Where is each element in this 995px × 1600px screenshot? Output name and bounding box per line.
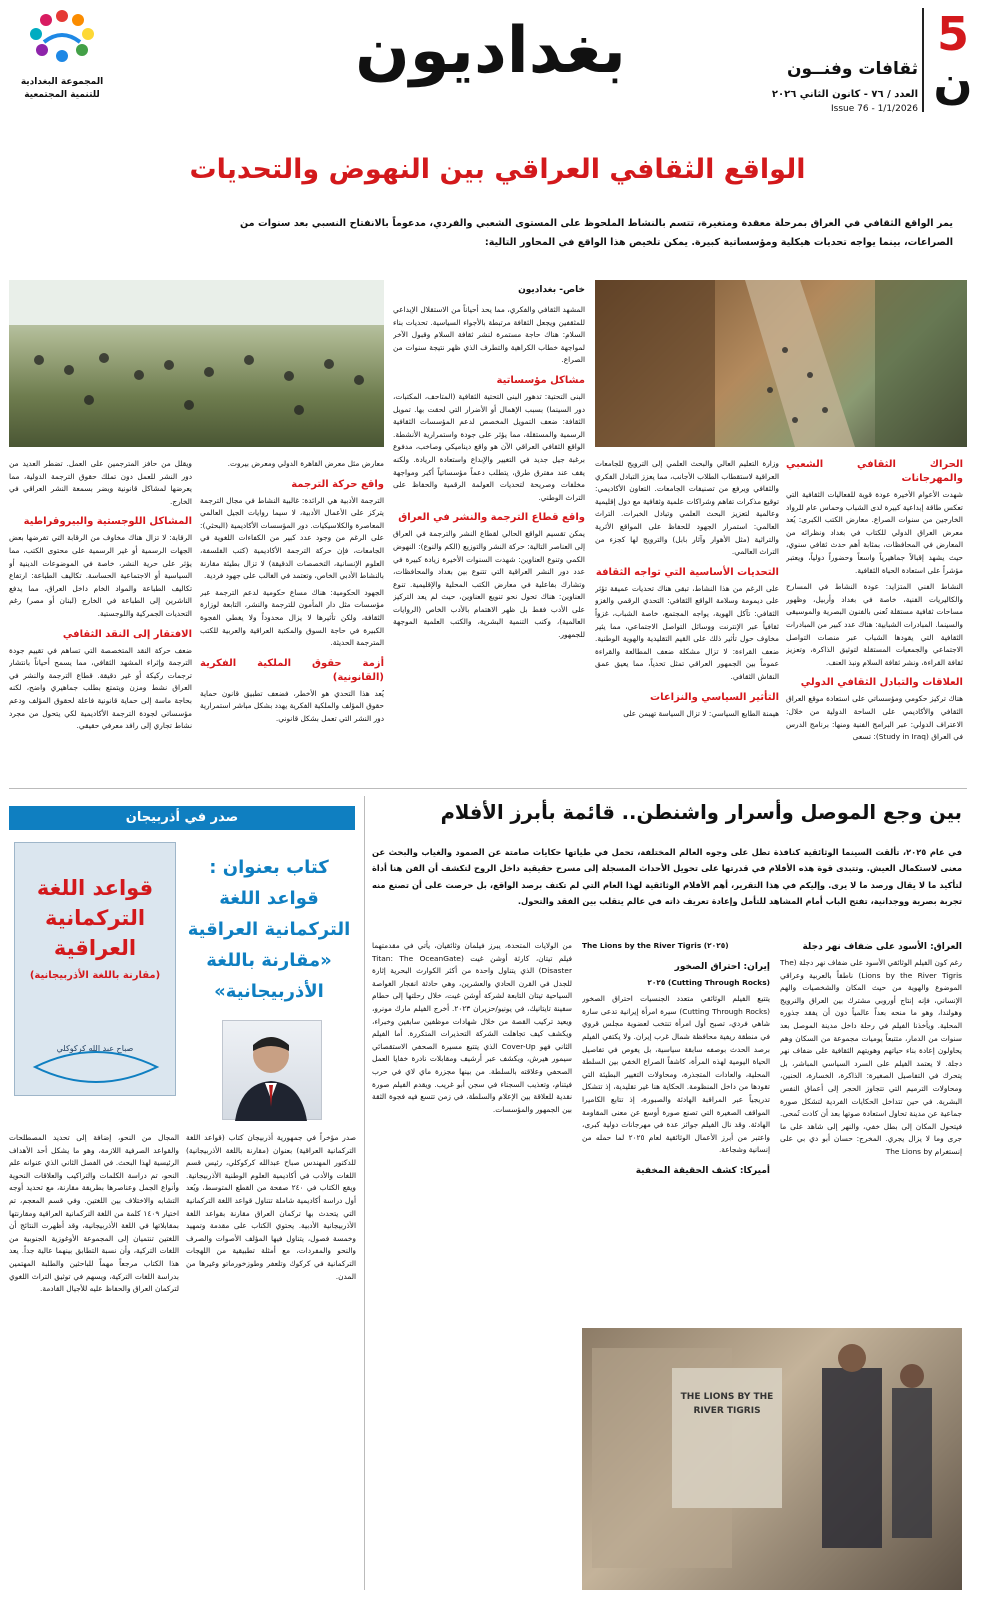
a3-col-right (186, 1132, 356, 1590)
text-politics: هيمنة الطابع السياسي: لا تزال السياسة تهيمن على (623, 708, 779, 718)
heading-usa-film: أميركا: كشف الحقيقة المخفية (635, 1165, 770, 1176)
heading-politics: التأثير السياسي والنزاعات (650, 691, 779, 703)
org-logo (14, 6, 110, 112)
book-cover-author: صباح عبد الله كركوكلي (56, 1044, 134, 1053)
book-cover-subtitle: (مقارنة باللغة الأذربيجانية) (29, 970, 161, 981)
book-cover (14, 842, 176, 1096)
a1-col-right (786, 458, 963, 780)
text-international: هناك تركيز حكومي ومؤسساتي على استعادة موقع العراق الثقافي والأكاديمي على الساحة الدولية من خلال: الاعتراف الدولي: عبر البرامج الفنية ومنها: برنامج الدرس في العراق (Study in Iraq): تسعى (786, 694, 963, 742)
text-translation-sector: يمكن تقسيم الواقع الحالي لقطاع النشر والترجمة في العراق إلى العناصر التالية: حركة النشر والتوزيع (الكم والنوع): النهوض الكمي وتنوع العناوين: شهدت السنوات الأخيرة زيادة كبيرة في عدد دور النشر العراقية التي تتنوع بين بغداد والمحافظات، وتشارك بفاعلية في معارض الكتب المحلية والإقليمية. تنوع العناوين: هناك تحول نحو تنويع العناوين، حيث لم يعد التركيز على الأدب فقط بل ظهر الاهتمام بالأدب الخاص (الروايات العالمية)، وكتب التنمية البشرية، والكتب العلمية الموجهة للجمهور. (393, 529, 585, 640)
text-challenges: على الرغم من هذا النشاط، تبقى هناك تحديات عميقة تؤثر على ديمومة وسلامة الواقع الثقافي: التحدي الرقمي والغزو الثقافي: تآكل الهوية، يواجه المجتمع، خاصة الشباب، غزواً ثقافياً عبر الإنترنت ووسائل التواصل الاجتماعي، مما يثير مخاوف حول تأثير ذلك على القيم التقليدية والهوية الوطنية. ضعف القراءة: لا تزال مشكلة ضعف المطالعة والقراءة عموماً بين الجمهور العراقي تمثل تحدياً، مما يعيق عمق النقاش الثقافي. (595, 583, 779, 681)
a1-col-middle (393, 304, 585, 780)
column-divider (364, 796, 365, 1590)
heading-international: العلاقات والتبادل الثقافي الدولي (800, 677, 963, 689)
page-number: 5 (936, 7, 969, 61)
heading-iraq-film: العراق: الأسود على ضفاف نهر دجلة (802, 942, 962, 952)
photo-crowd-event (9, 280, 384, 447)
page-letter: ن (933, 55, 973, 109)
ornament-icon (15, 1047, 177, 1087)
issue-english: Issue 76 - 1/1/2026 (831, 104, 918, 114)
text-criticism: ضعف حركة النقد المتخصصة التي تساهم في تقييم جودة الترجمة وإثراء المشهد الثقافي، مما يسمح أحياناً بانتشار ترجمات ركيكة أو غير دقيقة. قطاع الترجمة والنشر في العراق نشط ومزن ويتمتع بطلب جماهيري واضح، لكنه بحاجة ماسة إلى حماية قانونية فاعلة لحقوق المؤلف ودعم مؤسساتي لجودة الترجمة الأكاديمية لكي يتحول من مجرد نشاط تجاري إلى رافد معرفي حقيقي. (9, 645, 192, 731)
a1-col-4 (9, 458, 192, 780)
text-translation-movement: الترجمة الأدبية هي الرائدة: غالبية النشاط في مجال الترجمة يتركز على الأعمال الأدبية، لا سيما روايات الجيل العالمي المعاصرة والكلاسيكيات. دور المؤسسات الأكاديمية (البحثي): على الرغم من وجود عدد كبير من الكفاءات اللغوية في الجامعات، فإن حركة الترجمة الأكاديمية (كتب الفلسفة، العلوم الإنسانية، التخصصات الدقيقة) لا تزال بطيئة مقارنة بالنشاط الأدبي الخاص، وتعتمد في الغالب على جهود فردية. (200, 495, 384, 581)
book-cover-title: قواعد اللغة التركمانية العراقية (36, 876, 154, 960)
a2-col-middle (582, 940, 770, 1320)
people-circle-icon (14, 6, 110, 72)
heading-challenges: التحديات الأساسية التي تواجه الثقافة (595, 566, 779, 578)
text-iraq-film: رغم كون الفيلم الوثائقي الأسود على ضفاف نهر دجلة (The Lions by the River Tigris) ناطقاً بالعربية وعراقي الموضوع والهوية من حيث المكان والشخصيات والهم الإنساني، فإنه إنتاج أوروبي مشترك بين العراق والنرويج وهولندا، وهو ما منحه بعداً عالمياً دون أن يفقد جذوره المحلية. ويأخذنا الفيلم في رحلة داخل مدينة الموصل بعد سنوات من الدمار، متتبعاً يوميات مجموعة من السكان وهم يحاولون إعادة بناء حياتهم وهويتهم الثقافية على ضفاف نهر دجلة. لا يعتمد الفيلم على السرد السياسي المباشر، بل يتحرك في التفاصيل الصغيرة: الذاكرة، الخسارة، الحنين، ومحاولات الترميم التي تتجاوز الحجر إلى أعماق النفس البشرية. في حين تتداخل الحكايات الفردية لتشكل صورة جماعية عن مدينة تحاول استعادة صوتها بعد أن كادت تُمحى. فيتحول المكان إلى بطل خفي، والنهر إلى شاهد على ما جرى وما لا يزال يجري. المخرج: حسان أبو دي بي على إنستغرام The Lions by (780, 958, 962, 1156)
article2-title: بين وجع الموصل وأسرار واشنطن.. قائمة بأبرز الأفلام (440, 801, 962, 824)
text-col-4-top: ويقلل من حافز المترجمين على العمل. تضطر العديد من دور النشر للعمل دون تملك حقوق الترجمة الدولية، مما يعرضها لمشاكل قانونية ويضر بسمعة النشر العراقي في الخارج. (9, 459, 192, 506)
heading-popular-movement: الحراك الثقافي الشعبي والمهرجانات (786, 459, 963, 484)
heading-translation-sector: واقع قطاع الترجمة والنشر في العراق (398, 512, 585, 524)
text-book-left: المجال من النحو، إضافة إلى تحديد المصطلحات والقواعد الصرفية اللازمة، وهو ما يشكل أحد الأهداف الرئيسية لهذا البحث. في الفصل الثاني الذي عنوانه علم النحو، تم دراسة الكلمات والتراكيب والعلاقات النحوية وأنواع الجمل وعناصرها بطريقة مقارنة، مع تحديد أوجه التشابه والاختلاف بين اللغتين. وفي قسم المعجم، تم اختيار ١٤٠٩ كلمة من اللغة التركمانية العراقية ومقارنتها بمقابلاتها في اللغة الأذربيجانية، وقد أظهرت النتائج أن اللغتين تنتميان إلى المجموعة الأوغوزية الجنوبية من اللغات التركية، وأن نسبة التطابق بينهما عالية جداً. يعد هذا الكتاب مرجعاً مهماً للباحثين والطلبة المهتمين بدراسة اللغات التركية، ويسهم في توثيق التراث اللغوي لتركمان العراق والحفاظ عليه للأجيال القادمة. (9, 1133, 179, 1294)
text-translation-movement-2: الجهود الحكومية: هناك مساع حكومية لدعم الترجمة عبر مؤسسات مثل دار المأمون للترجمة والنشر، التابعة لوزارة الثقافة، ولكن تأثيرها لا يزال محدوداً ولا يغطي الفجوة الكبيرة في حاجة السوق والمكتبة العراقية والعربية للكتب المترجمة الحديثة. (200, 587, 384, 648)
a1-col-2 (595, 458, 779, 780)
text-institutional: البنى التحتية: تدهور البنى التحتية الثقافية (المتاحف، المكتبات، دور السينما) بسبب الإهمال أو الأضرار التي لحقت بها. تمويل الثقافة: ضعف التمويل المخصص لدعم المؤسسات الثقافية الرسمية والمستقلة، مما يؤثر على جودة واستمرارية الأنشطة. الواقع الثقافي العراقي الآن هو واقع ديناميكي وصاخب، مدفوع برغبة جيل جديد في التغيير والإبداع واستعادة الريادة. ولكنه يقف عند مفترق طرق، يتطلب دعماً مؤسساتياً أكبر ومواجهة مخلفات وصريحة لتحديات العولمة الرقمية والحفاظ على التراث الوطني. (393, 391, 585, 502)
text-col-right-top: شهدت الأعوام الأخيرة عودة قوية للفعاليات الثقافية التي تعكس طاقة إبداعية كبيرة لدى الشباب وحماس عام للرواد الخارجين من سنوات الصراع. معارض الكتب الكبرى: يُعد معرض العراق الدولي للكتاب في بغداد ونظرائه من المعارض في المحافظات، بمثابة أهم حدث ثقافي سنوي، حيث يشهد إقبالاً جماهيرياً واسعاً وحضوراً دولياً، ويعتبر مؤشراً على استعادة الحياة الثقافية. (786, 490, 963, 575)
text-col-right-2: النشاط الفني المتزايد: عودة النشاط في المسارح والكاليريات الفنية، خاصة في بغداد وأربيل، وظهور مساحات ثقافية مستقلة تُعنى بالفنون البصرية والموسيقى والسينما. المبادرات الشبابية: هناك عدد كبير من المبادرات الثقافية التي يقودها الشباب عبر منصات التواصل الاجتماعي والجمعيات المستقلة لتوثيق الذاكرة، وتعزيز ثقافة القراءة، ونشر ثقافة السلام ونبذ العنف. (786, 582, 963, 667)
text-research: وزارة التعليم العالي والبحث العلمي إلى الترويج للجامعات العراقية لاستقطاب الطلاب الأجانب، مما يعزز التبادل الفكري والثقافي ويرفع من تصنيفات الجامعات. التعاون الأكاديمي: توقيع مذكرات تفاهم وشراكات علمية وثقافية مع دول إقليمية وعالمية لتعزيز البحث العلمي وتبادل الخبرات. التراث العالمي: استمرار الجهود للحفاظ على المواقع الأثرية والتراثية (مثل الأهوار وآثار بابل) والترويج لها كجزء من التراث العالمي. (595, 459, 779, 557)
a2-col-right (780, 940, 962, 1320)
photo-lions-film (582, 1328, 962, 1590)
section-divider (9, 788, 967, 789)
text-iran-film: يتتبع الفيلم الوثائقي متعدد الجنسيات احتراق الصخور (Cutting Through Rocks) سيرة امرأة إيرانية تدعى سارة شاهي فردي، تصبح أول امرأة تنتخب لعضوية مجلس قروي في منطقة ريفية محافظة شمال غرب إيران. ولا يكتفي الفيلم برصد الحدث بوصفه سابقة سياسية، بل يغوص في تفاصيل الحياة اليومية لهذه المرأة، كاشفاً الصراع الخفي بين السلطة المحلية، والعادات المتجذرة، ومحاولات التغيير البطيئة التي تقودها من داخل المنظومة. الحكاية هنا غير تقليدية، إذ تتشكل تدريجياً عبر المراقبة الهادئة والصبورة، إذ تتابع الكاميرا المواقف الصغيرة التي تصنع صورة أوسع عن معنى المقاومة الهادئة. وقد نال الفيلم جوائز عدة في مهرجانات دولية كبرى، واعتبر من أبرز الأعمال الوثائقية لعام ٢٠٢٥ لما حمله من إنسانية وشجاعة. (582, 994, 770, 1155)
heading-institutional: مشاكل مؤسساتية (496, 374, 585, 386)
text-col-3-top: معارض مثل معرض القاهرة الدولي ومعرض بيروت. (227, 459, 384, 468)
text-usa-film: من الولايات المتحدة، يبرز فيلمان وثائقيان، يأتي في مقدمتهما فيلم تيتان، كارثة أوشن غيت (Titan: The OceanGate Disaster) الذي يتناول واحدة من أكثر الكوارث البحرية إثارة للجدل في القرن الحادي والعشرين، وهي حادثة انفجار الغواصة السياحية تيتان التابعة لشركة أوشن غيت، خلال رحلتها إلى حطام سفينة تايتانيك، في يونيو/حزيران ٢٠٢٣. أخرج الفيلم مارك مونرو، ويعيد تركيب القصة من خلال شهادات موظفين سابقين وخبراء، ويكشف كيف تجاهلت الشركة التحذيرات المتكررة. أما الفيلم الثاني فهو Cover-Up الذي يتتبع مسيرة الصحفي الاستقصائي سيمور هيرش، ويكشف عبر أرشيف ومقابلات نادرة خفايا العمل الصحفي وعلاقته بالسلطة. من بينها مجزرة ماي لاي في حرب فيتنام، وتعذيب السجناء في سجن أبو غريب. ويقدم الفيلم صورة نقدية للعلاقة بين الإعلام والسلطة، في زمن تتسع فيه فجوة الثقة بين الجمهور والمؤسسات. (372, 941, 572, 1114)
book-headline: كتاب بعنوان : قواعد اللغة التركمانية العراقية «مقارنة باللغة الأذربيجانية» (187, 857, 351, 1002)
a3-col-left (9, 1132, 179, 1590)
masthead (0, 0, 995, 118)
heading-intellectual-property: أزمة حقوق الملكية الفكرية (القانونية) (200, 657, 384, 683)
banner-azerbaijan: صدر في أذربيجان (9, 806, 355, 830)
org-name-line1: المجموعة البغدادية (20, 77, 104, 87)
masthead-divider (922, 8, 924, 112)
text-logistics: الرقابة: لا تزال هناك مخاوف من الرقابة التي تفرضها بعض الجهات الرسمية أو غير الرسمية على محتوى الكتب، مما يؤثر على حرية النشر، خاصة في الموضوعات الدينية أو السياسية أو الاجتماعية الحساسة. تكاليف الطباعة: ارتفاع تكاليف الطباعة والمواد الخام داخل العراق، مما يدفع الناشرين إلى الطباعة في الخارج (لبنان أو مصر) رغم التحديات الجمركية واللوجستية. (9, 533, 192, 618)
text-book-right: صدر مؤخراً في جمهورية أذربيجان كتاب (قواعد اللغة التركمانية العراقية) بعنوان (مقارنة باللغة الأذربيجانية) للدكتور المهندس صباح عبدالله كركوكلي، رئيس قسم اللغات والأدب في أكاديمية العلوم الوطنية الأذربيجانية. ويقع الكتاب في ٢٤٠ صفحة من القطع المتوسط، ويُعد أول دراسة أكاديمية شاملة تتناول قواعد اللغة التركمانية التي يتحدث بها تركمان العراق مقارنة بقواعد اللغة الأذربيجانية الأدبية. يحتوي الكتاب على مقدمة وتمهيد وخمسة فصول، يتناول فيها المؤلف الأصوات والصرف والنحو والمفردات، مع أمثلة تطبيقية من اللهجات التركمانية في كركوك وتلعفر وطوزخورماتو وغيرها من المدن. (186, 1133, 356, 1281)
text-col-middle: المشهد الثقافي والفكري، مما يحد أحياناً من الاستقلال الإبداعي للمثقفين ويجعل الثقافة مرتبطة بالأجواء السياسية. تحديات بناء السلام: هناك حاجة مستمرة لنشر ثقافة السلام وقبول الآخر لمواجهة خطاب الكراهية والتطرف الذي ظهر نتيجة سنوات من الصراع. (393, 305, 585, 365)
photo-baghdad-market (595, 280, 967, 447)
label-iran-film: (Cutting Through Rocks) ٢٠٢٥ (647, 977, 770, 987)
heading-iran-film: إيران: احتراق الصخور (674, 961, 770, 972)
photo-caption: THE LIONS BY THE RIVER TIGRIS (680, 1392, 774, 1416)
a2-col-left (372, 940, 572, 1590)
article2-intro: في عام ٢٠٢٥، تألقت السينما الوثائقية كنافذة تطل على وجوه العالم المختلفة، تحمل في طياتها حكايات صامتة عن الصمود والغياب والبحث عن معنى لاستكمال العيش. وتتبدى قوة هذه الأفلام في قدرتها على تحويل الأحداث المسجلة إلى مسرح حقيقية داخل الروح لتكشف أن الفن هنا أداة لتأكيد ما لا يقال ورصد ما لا يرى. وإليكم في هذا التقرير، أهم الأفلام الوثائقية لهذا العام التي لم تكتف برصد الواقع، بل حرصت على أن تصنع منه تجربة بصرية ووجدانية، تفتح الباب أمام المشاهد للتأمل وإعادة تعريف ذاته في عالم يتقلب بين الفقد والتحول. (372, 847, 962, 907)
paper-name-logo: بغداديون (355, 14, 626, 88)
issue-arabic: العدد / ٧٦ - كانون الثاني ٢٠٢٦ (771, 89, 918, 100)
article1-intro: يمر الواقع الثقافي في العراق بمرحلة معقدة ومتغيرة، تتسم بالنشاط الملحوظ على المستوى الشعبي والفردي، مدعوماً بالانفتاح النسبي بعد سنوات من الصراعات، بينما يواجه تحديات هيكلية ومؤسساتية كبيرة. يمكن تلخيص هذا الواقع في المحاور التالية: (240, 218, 953, 248)
heading-criticism: الافتقار إلى النقد الثقافي (62, 628, 192, 640)
byline: خاص- بغداديون (518, 285, 585, 295)
heading-logistics: المشاكل اللوجستية والبيروقراطية (23, 516, 192, 528)
a1-col-3 (200, 458, 384, 780)
section-title: ثقافات وفنــون (787, 59, 918, 79)
org-name-line2: للتنمية المجتمعية (24, 90, 100, 100)
heading-translation-movement: واقع حركة الترجمة (291, 478, 384, 490)
author-portrait (222, 1020, 322, 1120)
text-intellectual-property: يُعد هذا التحدي هو الأخطر، فضعف تطبيق قانون حماية حقوق المؤلف والملكية الفكرية يهدد بشكل مباشر استمرارية دور النشر التي تعمل بشكل قانوني. (200, 688, 384, 723)
label-iraq-film: The Lions by the River Tigris (٢٠٢٥) (582, 941, 729, 950)
article1-title: الواقع الثقافي العراقي بين النهوض والتحديات (189, 154, 806, 185)
